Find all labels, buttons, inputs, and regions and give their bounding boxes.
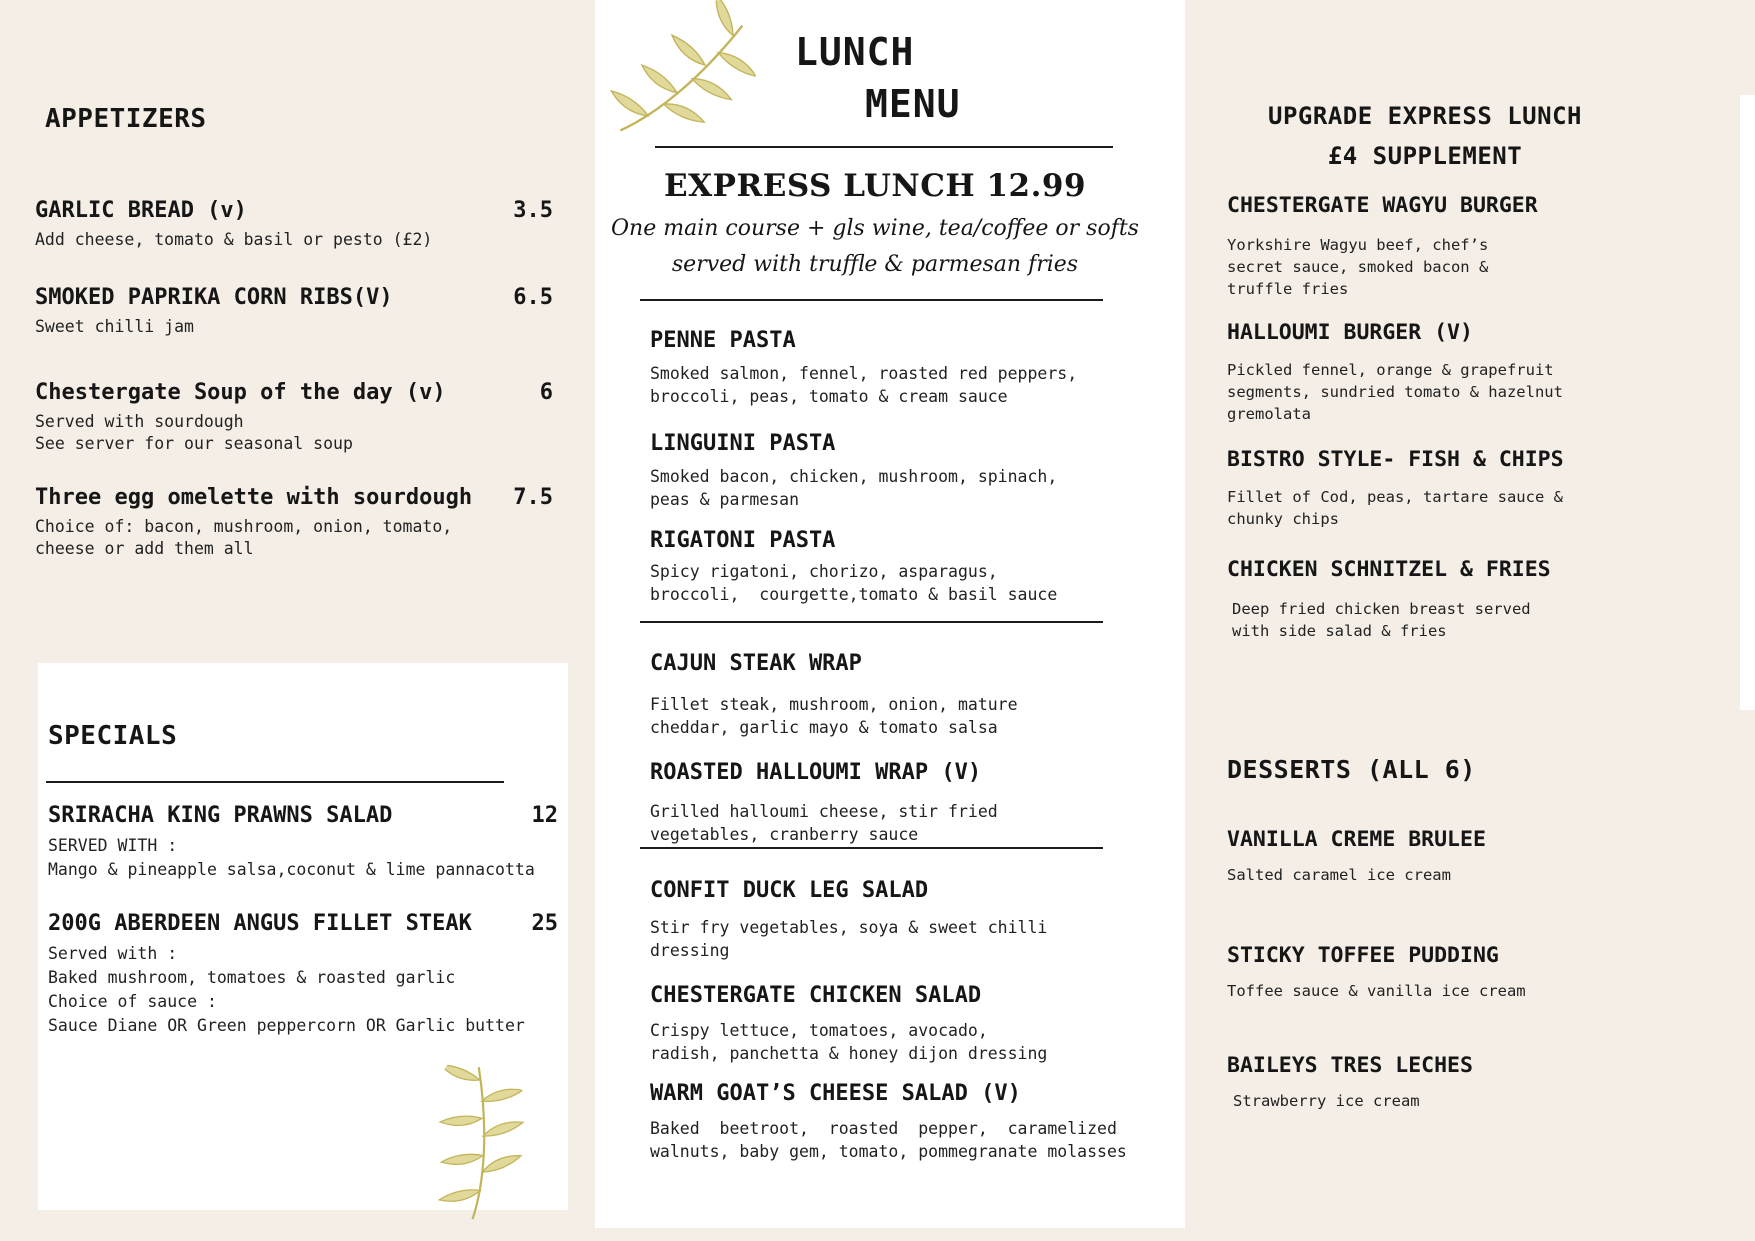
description-line: Pickled fennel, orange & grapefruit	[1227, 361, 1554, 379]
item-name: Three egg omelette with sourdough	[35, 485, 473, 510]
appetizers-heading: APPETIZERS	[45, 104, 207, 134]
description-line: Choice of sauce :	[48, 992, 217, 1011]
item-name: CHESTERGATE CHICKEN SALAD	[650, 983, 982, 1008]
divider	[640, 621, 1103, 623]
menu-item-sticky-toffee	[1227, 942, 1617, 1002]
description-line: Sweet chilli jam	[35, 317, 194, 336]
description-line: Choice of: bacon, mushroom, onion, tomato,	[35, 517, 453, 536]
description-line: SERVED WITH :	[48, 836, 178, 855]
item-name: CONFIT DUCK LEG SALAD	[650, 878, 929, 903]
item-name: STICKY TOFFEE PUDDING	[1227, 943, 1499, 968]
item-description	[650, 560, 1140, 606]
specials-card	[38, 663, 568, 1210]
item-description	[1233, 1090, 1617, 1112]
menu-item-cajun-steak-wrap	[650, 649, 1140, 739]
description-line: Crispy lettuce, tomatoes, avocado,	[650, 1021, 988, 1040]
item-name: LINGUINI PASTA	[650, 431, 836, 456]
description-line: dressing	[650, 941, 730, 960]
description-line: Mango & pineapple salsa,coconut & lime pannacotta	[48, 860, 535, 879]
description-line: broccoli, courgette,tomato & basil sauce	[650, 585, 1058, 604]
item-price: 6.5	[513, 285, 553, 310]
menu-item-halloumi-burger	[1227, 319, 1617, 425]
description-line: Fillet of Cod, peas, tartare sauce &	[1227, 488, 1563, 506]
menu-item-garlic-bread	[35, 196, 553, 251]
description-line: radish, panchetta & honey dijon dressing	[650, 1044, 1048, 1063]
item-name: ROASTED HALLOUMI WRAP (V)	[650, 760, 982, 785]
description-line: See server for our seasonal soup	[35, 434, 353, 453]
menu-item-prawn-salad	[48, 801, 558, 882]
description-line: gremolata	[1227, 405, 1311, 423]
item-head	[35, 378, 553, 408]
description-line: Stir fry vegetables, soya & sweet chilli	[650, 918, 1048, 937]
item-description	[650, 1019, 1140, 1065]
appetizers-section	[35, 0, 553, 620]
menu-item-omelette	[35, 483, 553, 560]
description-line: Smoked bacon, chicken, mushroom, spinach,	[650, 467, 1058, 486]
menu-item-rigatoni-pasta	[650, 526, 1140, 606]
item-name: SRIRACHA KING PRAWNS SALAD	[48, 803, 393, 828]
item-description	[650, 916, 1140, 962]
description-line: Grilled halloumi cheese, stir fried	[650, 802, 998, 821]
item-name: SMOKED PAPRIKA CORN RIBS(V)	[35, 285, 393, 310]
menu-item-chicken-salad	[650, 981, 1140, 1065]
item-description	[48, 834, 558, 882]
right-edge-strip	[1740, 95, 1755, 710]
item-name: HALLOUMI BURGER (V)	[1227, 320, 1473, 345]
item-head	[48, 909, 558, 939]
description-line: Spicy rigatoni, chorizo, asparagus,	[650, 562, 998, 581]
item-description	[650, 693, 1140, 739]
item-description	[48, 942, 558, 1038]
item-description	[35, 316, 553, 338]
desserts-heading: DESSERTS (ALL 6)	[1227, 755, 1476, 784]
item-price: 3.5	[513, 198, 553, 223]
item-description	[1232, 598, 1617, 642]
upgrade-heading-line1: UPGRADE EXPRESS LUNCH	[1268, 102, 1582, 130]
item-head	[35, 483, 553, 513]
description-line: peas & parmesan	[650, 490, 800, 509]
description-line: Salted caramel ice cream	[1227, 866, 1451, 884]
description-line: Toffee sauce & vanilla ice cream	[1227, 982, 1526, 1000]
description-line: chunky chips	[1227, 510, 1339, 528]
item-description	[650, 465, 1140, 511]
description-line: Baked beetroot, roasted pepper, caramelized	[650, 1119, 1117, 1138]
description-line: Strawberry ice cream	[1233, 1092, 1420, 1110]
item-name: BAILEYS TRES LECHES	[1227, 1053, 1473, 1078]
menu-item-wagyu-burger	[1227, 192, 1617, 300]
item-description	[1227, 234, 1617, 300]
description-line: secret sauce, smoked bacon &	[1227, 258, 1489, 276]
description-line: vegetables, cranberry sauce	[650, 825, 919, 844]
divider	[655, 146, 1113, 148]
item-price: 12	[531, 803, 558, 828]
olive-branch-illustration	[380, 1047, 568, 1237]
menu-item-soup	[35, 378, 553, 455]
item-price: 6	[539, 380, 553, 405]
menu-item-linguini-pasta	[650, 429, 1140, 511]
item-description	[650, 800, 1140, 846]
description-line: Smoked salmon, fennel, roasted red peppers,	[650, 364, 1078, 383]
menu-item-tres-leches	[1227, 1052, 1617, 1112]
item-description	[650, 1117, 1140, 1163]
item-price: 25	[531, 911, 558, 936]
description-line: segments, sundried tomato & hazelnut	[1227, 383, 1563, 401]
menu-item-fish-and-chips	[1227, 446, 1617, 530]
item-description	[1227, 980, 1617, 1002]
divider	[46, 781, 504, 783]
menu-item-penne-pasta	[650, 326, 1140, 408]
description-line: walnuts, baby gem, tomato, pommegranate molasses	[650, 1142, 1127, 1161]
item-description	[35, 516, 553, 560]
menu-item-halloumi-wrap	[650, 758, 1140, 846]
divider	[640, 299, 1103, 301]
description-line: Baked mushroom, tomatoes & roasted garlic	[48, 968, 456, 987]
item-name: 200G ABERDEEN ANGUS FILLET STEAK	[48, 911, 472, 936]
item-description	[650, 362, 1140, 408]
menu-item-chicken-schnitzel	[1227, 556, 1617, 642]
upgrade-heading-line2: £4 SUPPLEMENT	[1327, 142, 1523, 170]
item-head	[35, 196, 553, 226]
description-line: Sauce Diane OR Green peppercorn OR Garlic butter	[48, 1016, 525, 1035]
description-line: broccoli, peas, tomato & cream sauce	[650, 387, 1008, 406]
item-name: GARLIC BREAD (v)	[35, 198, 247, 223]
item-description	[35, 411, 553, 455]
description-line: Served with :	[48, 944, 178, 963]
description-line: Yorkshire Wagyu beef, chef’s	[1227, 236, 1489, 254]
menu-item-duck-salad	[650, 876, 1140, 962]
item-price: 7.5	[513, 485, 553, 510]
item-description	[1227, 864, 1617, 886]
upgrade-section	[1225, 0, 1625, 1241]
express-lunch-subtitle: One main course + gls wine, tea/coffee or softs	[611, 216, 1139, 241]
lunch-menu-panel	[595, 0, 1185, 1228]
item-description	[35, 229, 553, 251]
description-line: Deep fried chicken breast served	[1232, 600, 1531, 618]
item-head	[35, 283, 553, 313]
description-line: Served with sourdough	[35, 412, 244, 431]
divider	[640, 847, 1103, 849]
item-head	[48, 801, 558, 831]
description-line: Add cheese, tomato & basil or pesto (£2)	[35, 230, 433, 249]
specials-heading: SPECIALS	[48, 721, 178, 751]
item-name: RIGATONI PASTA	[650, 528, 836, 553]
express-lunch-title: EXPRESS LUNCH 12.99	[663, 168, 1087, 204]
item-name: VANILLA CREME BRULEE	[1227, 827, 1486, 852]
express-lunch-subtitle: served with truffle & parmesan fries	[671, 252, 1079, 277]
menu-item-creme-brulee	[1227, 826, 1617, 886]
item-name: CAJUN STEAK WRAP	[650, 651, 862, 676]
item-name: WARM GOAT’S CHEESE SALAD (V)	[650, 1081, 1021, 1106]
item-description	[1227, 486, 1617, 530]
description-line: Fillet steak, mushroom, onion, mature	[650, 695, 1018, 714]
description-line: truffle fries	[1227, 280, 1349, 298]
menu-title-line2: MENU	[865, 82, 961, 126]
item-name: BISTRO STYLE- FISH & CHIPS	[1227, 447, 1564, 472]
item-name: CHESTERGATE WAGYU BURGER	[1227, 193, 1538, 218]
item-name: PENNE PASTA	[650, 328, 796, 353]
olive-branch-illustration	[598, 0, 764, 156]
menu-item-corn-ribs	[35, 283, 553, 338]
description-line: cheese or add them all	[35, 539, 254, 558]
description-line: with side salad & fries	[1232, 622, 1447, 640]
menu-title-line1: LUNCH	[795, 30, 915, 74]
menu-item-goats-cheese-salad	[650, 1079, 1140, 1163]
item-name: CHICKEN SCHNITZEL & FRIES	[1227, 557, 1551, 582]
description-line: cheddar, garlic mayo & tomato salsa	[650, 718, 998, 737]
item-description	[1227, 359, 1617, 425]
menu-item-fillet-steak	[48, 909, 558, 1038]
item-name: Chestergate Soup of the day (v)	[35, 380, 446, 405]
